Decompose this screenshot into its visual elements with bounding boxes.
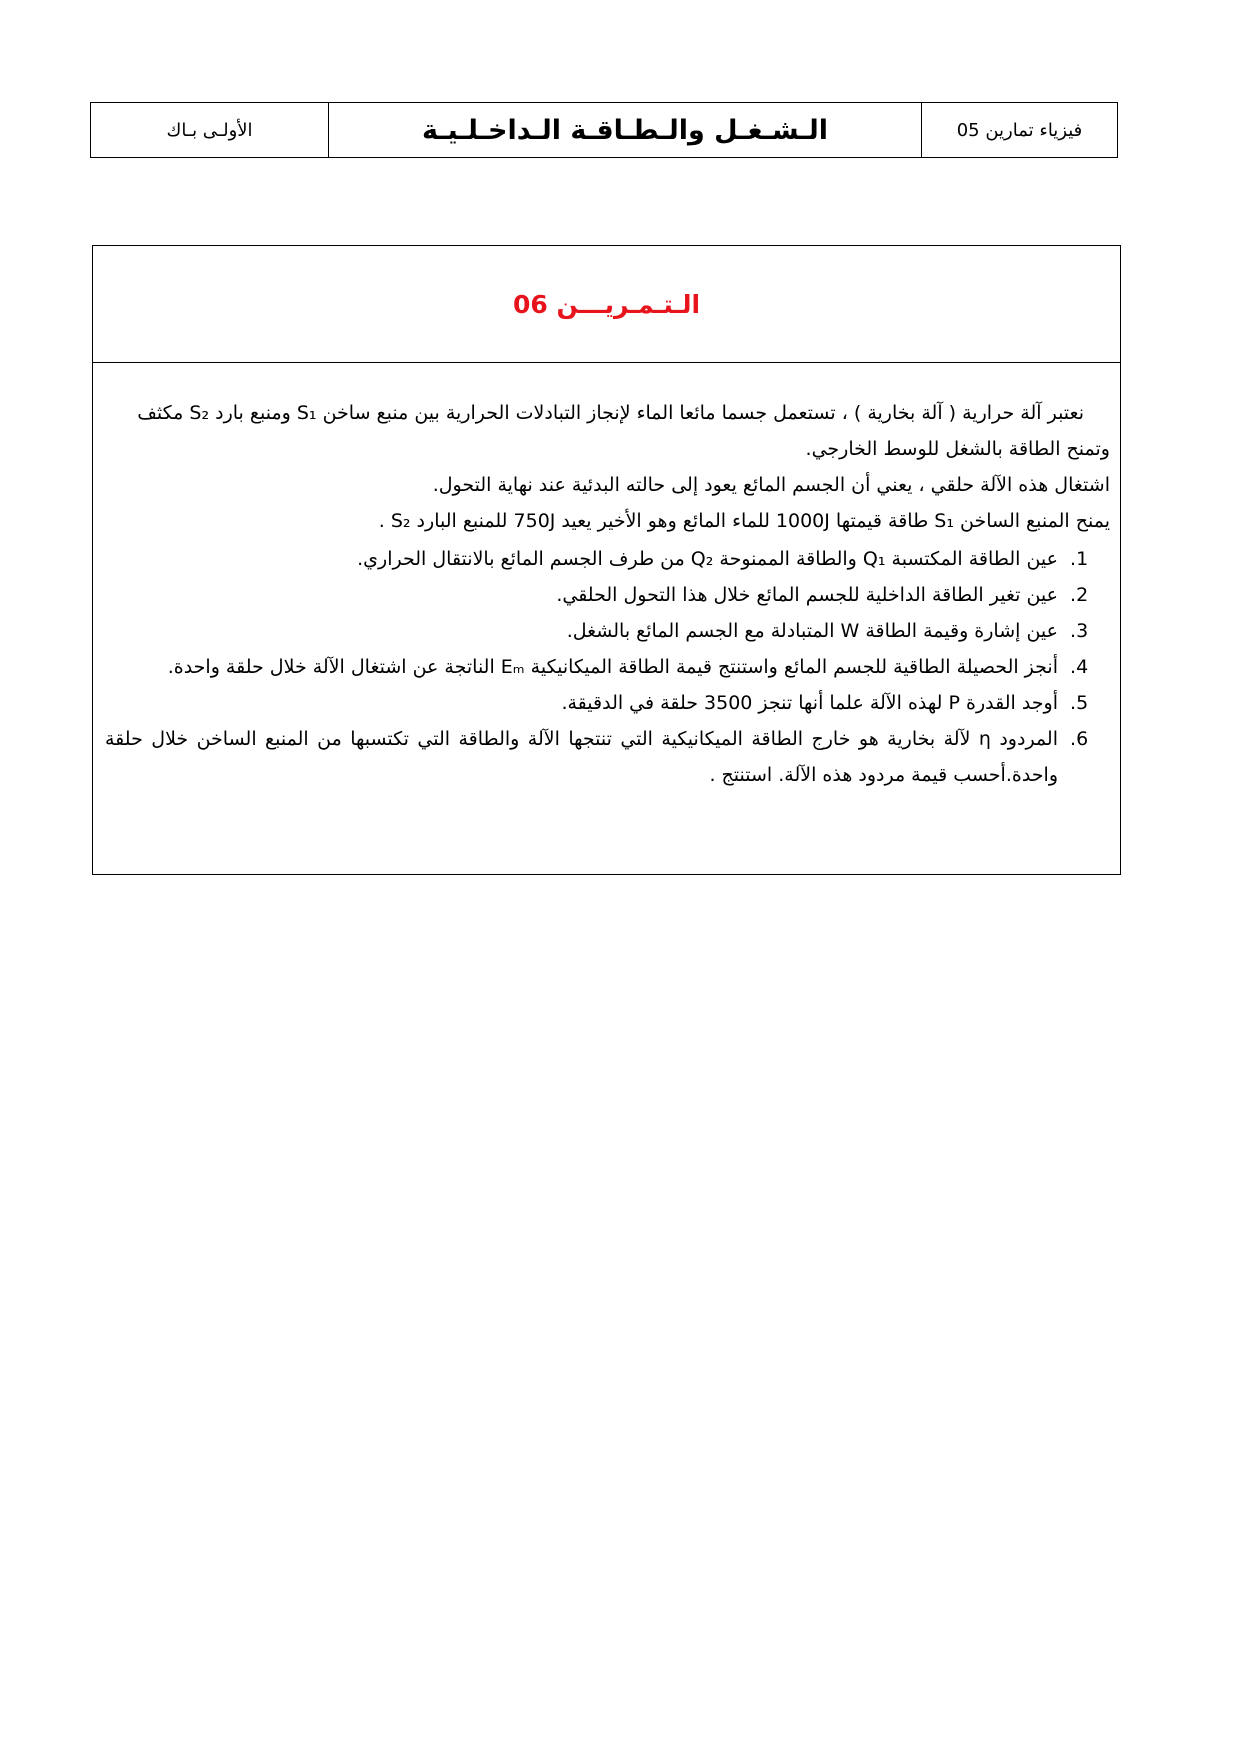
question-item: 4. أنجز الحصيلة الطاقية للجسم المائع واستنتج قيمة الطاقة الميكانيكية Eₘ الناتجة عن اشتغال الآلة خلال حلقة واحدة. <box>105 649 1064 685</box>
question-item: 3. عين إشارة وقيمة الطاقة W المتبادلة مع الجسم المائع بالشغل. <box>105 613 1064 649</box>
question-list <box>105 541 1110 793</box>
exercise-title: الـتـمـريـــن 06 <box>93 246 1120 363</box>
exercise-box <box>92 245 1121 875</box>
intro-paragraph: اشتغال هذه الآلة حلقي ، يعني أن الجسم المائع يعود إلى حالته البدئية عند نهاية التحول. <box>432 474 1110 496</box>
question-item: 6. المردود η لآلة بخارية هو خارج الطاقة الميكانيكية التي تنتجها الآلة والطاقة التي تكتسبها من المنبع الساخن خلال حلقة واحدة.أحسب قيمة مردود هذه الآلة. استنتج . <box>105 721 1064 793</box>
lesson-title: الـشـغـل والـطـاقـة الـداخـلـيـة <box>328 103 921 157</box>
question-item: 1. عين الطاقة المكتسبة Q₁ والطاقة الممنوحة Q₂ من طرف الجسم المائع بالانتقال الحراري. <box>105 541 1064 577</box>
subject-label: فيزياء تمارين 05 <box>921 103 1117 157</box>
level-label: الأولـى بـاك <box>166 119 253 141</box>
exercise-body <box>93 363 1120 793</box>
document-header <box>90 102 1118 158</box>
intro-paragraph: يمنح المنبع الساخن S₁ طاقة قيمتها 1000J للماء المائع وهو الأخير يعيد 750J للمنبع البارد S₂ . <box>378 510 1110 532</box>
question-item: 2. عين تغير الطاقة الداخلية للجسم المائع خلال هذا التحول الحلقي. <box>105 577 1064 613</box>
question-item: 5. أوجد القدرة P لهذه الآلة علما أنها تنجز 3500 حلقة في الدقيقة. <box>105 685 1064 721</box>
intro-paragraph: نعتبر آلة حرارية ( آلة بخارية ) ، تستعمل جسما مائعا الماء لإنجاز التبادلات الحرارية بين منبع ساخن S₁ ومنبع بارد S₂ مكثف وتمنح الطاقة بالشغل للوسط الخارجي. <box>137 402 1110 460</box>
